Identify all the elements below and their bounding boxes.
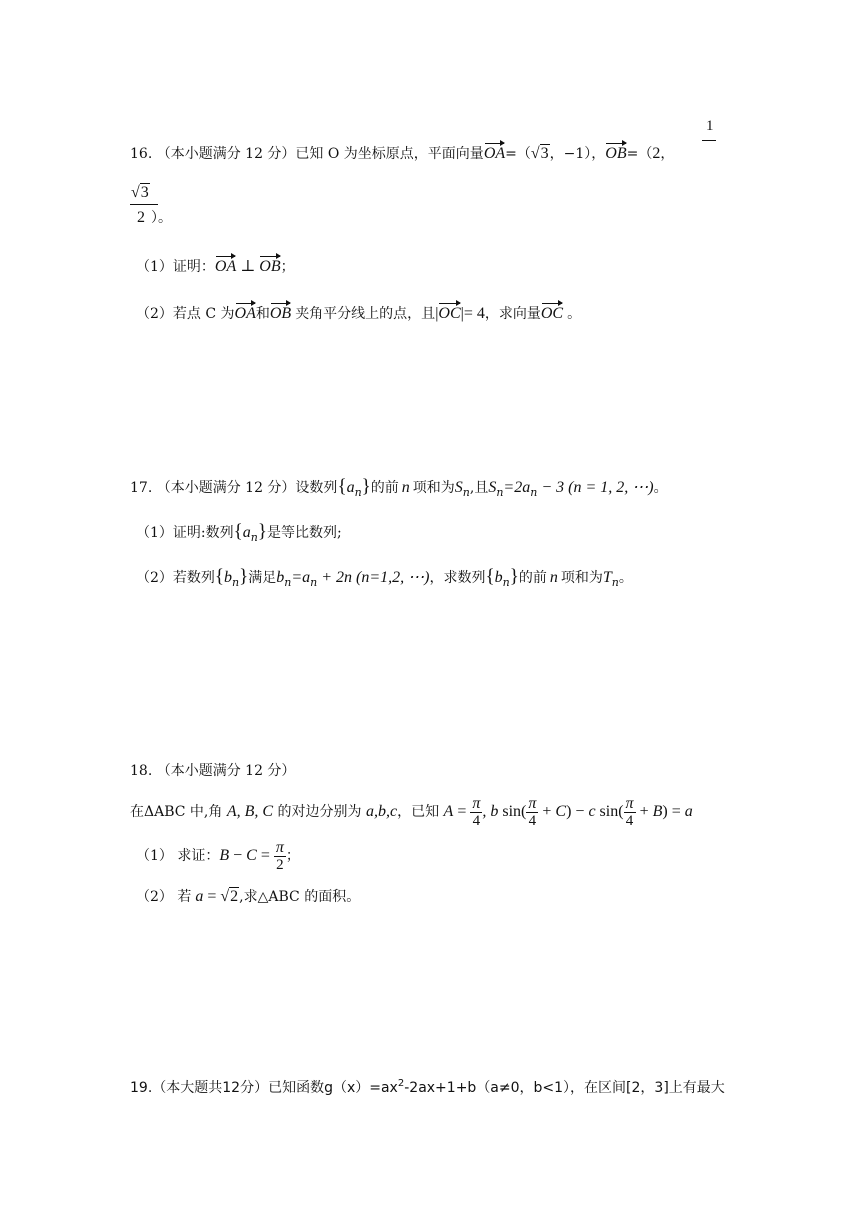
var-s: S <box>454 479 463 496</box>
q18-line1-c: ，已知 <box>397 804 444 820</box>
perp-symbol: ⊥ <box>240 258 256 275</box>
q16-part-2-mid: 夹角平分线上的点，且 <box>295 306 436 322</box>
q18-sides: a,b,c <box>365 803 398 820</box>
q17-period: 。 <box>653 480 668 496</box>
seq-a: a <box>346 479 355 496</box>
q16-part-2-end: ，求向量 <box>484 306 541 322</box>
q18-line1-a: 在ΔABC 中,角 <box>130 804 227 820</box>
q17-mid3: ,且 <box>469 480 489 496</box>
frac-pi-2: $\frac{\pi}{2}$ <box>275 838 284 873</box>
q17-line-1: 17. （本小题满分 12 分）设数列$\{a_n\}$的前 n 项和为$S_n$,且$S_n=2a_n - 3$ (n = 1, 2, ⋯)。 <box>130 476 668 499</box>
half-denominator: 2 <box>652 145 661 162</box>
q17-heading: 17. （本小题满分 12 分）设数列 <box>130 480 338 496</box>
q17-part-2-mid: 满足 <box>248 570 277 586</box>
q18-semicolon: ； <box>285 848 300 864</box>
q18-vars: A, B, C <box>226 803 274 820</box>
vector-oa: OA <box>215 255 236 277</box>
sqrt3-denominator: 2 <box>137 209 145 226</box>
q18-part-2-end: ,求△ABC 的面积。 <box>239 889 361 905</box>
q16-period: 。 <box>567 306 582 322</box>
q19-text-b: -2ax+1+b（a≠0，b<1），在区间[2，3]上有最大 <box>404 1080 725 1096</box>
q17-part-1: （1）证明:数列$\{a_n\}$是等比数列; <box>136 521 342 544</box>
vector-ob: OB <box>270 302 291 324</box>
q18-line1-b: 的对边分别为 <box>273 804 366 820</box>
q18-part-1-label: （1） 求证： <box>136 848 220 864</box>
q17-part-2-label: （2）若数列 <box>136 570 215 586</box>
q16-heading: 16. （本小题满分 12 分）已知 O 为坐标原点，平面向量 <box>130 146 484 162</box>
q16-part-2-label: （2）若点 C 为 <box>136 306 235 322</box>
q17-part-1-label: （1）证明:数列 <box>136 525 234 541</box>
q17-part-2-formula: + 2n (n=1,2, ⋯) <box>321 569 430 586</box>
frac-pi-4: $\frac{\pi}{4}$ <box>528 794 537 829</box>
q18-part-2: （2） 若 a = √2,求△ABC 的面积。 <box>136 888 361 905</box>
half-fraction-bar <box>702 140 716 141</box>
q16-oa-eq: =（ <box>505 146 531 162</box>
frac-pi-4: $\frac{\pi}{4}$ <box>625 794 634 829</box>
q17-part-2-mid2: ，求数列 <box>429 570 486 586</box>
q16-tail: ）。 <box>151 210 172 226</box>
vector-oa: OA <box>484 142 505 164</box>
vector-ob: OB <box>605 142 626 164</box>
sqrt3-fraction-bar <box>130 204 158 205</box>
vector-oc: OC <box>438 302 460 324</box>
q17-part-2-period: 。 <box>618 570 633 586</box>
q19-superscript: 2 <box>397 1078 405 1089</box>
var-n: n <box>401 479 410 496</box>
q19-text-a: 19.（本大题共12分）已知函数g（x）=ax <box>130 1080 398 1096</box>
q16-semicolon: ； <box>280 259 295 275</box>
q18-part-1: （1） 求证：B − C = $\frac{\pi}{2}$ ； <box>136 838 300 873</box>
q18-line-1: 在ΔABC 中,角 A, B, C 的对边分别为 a,b,c，已知 A = $\frac{\pi}{4}$ , b sin( $\frac{\pi}{4}$ + C) − c sin( $\frac{\pi}{4}$ + B) = a <box>130 794 693 829</box>
frac-pi-4: $\frac{\pi}{4}$ <box>472 794 481 829</box>
q16-oa-rest: ，−1）， <box>549 146 606 162</box>
var-s: S <box>488 479 497 496</box>
q16-line-1 <box>130 142 674 164</box>
sqrt3-b: √3 <box>131 184 149 201</box>
brace-right: } <box>361 476 371 497</box>
q17-part-2-end2: 项和为 <box>560 570 603 586</box>
vector-ob: OB <box>259 255 280 277</box>
q17-part-2: （2）若数列$\{b_n\}$满足$b_n=a_n + 2n$ (n=1,2, ⋯)，求数列$\{b_n\}$的前 n 项和为$T_n$。 <box>136 566 633 589</box>
q18-part-2-label: （2） 若 <box>136 889 192 905</box>
vector-oc: OC <box>541 302 563 324</box>
abs-bar-left: | <box>435 305 439 322</box>
q17-formula: =2a <box>503 479 531 496</box>
q19-line-1 <box>130 1074 725 1098</box>
q16-ob-eq: =（ <box>626 146 653 162</box>
q16-and: 和 <box>255 306 270 322</box>
q17-part-2-end: 的前 <box>518 570 547 586</box>
q16-line-2 <box>137 208 172 228</box>
q16-comma: ， <box>660 146 675 162</box>
q16-part-1 <box>136 255 295 277</box>
q18-heading: 18. （本小题满分 12 分） <box>130 763 296 779</box>
q17-formula-2: − 3 (n = 1, 2, ⋯) <box>541 479 654 496</box>
q16-part-1-label: （1）证明： <box>136 259 215 275</box>
half-numerator: 1 <box>706 118 714 134</box>
q16-part-2 <box>136 302 581 324</box>
brace-left: { <box>337 476 347 497</box>
sqrt2: √2 <box>220 888 239 905</box>
q16-abs-eq: |= 4 <box>460 305 485 322</box>
q17-mid2: 项和为 <box>412 480 455 496</box>
q17-part-1-end: 是等比数列; <box>266 525 342 541</box>
sqrt3-a: √3 <box>530 145 549 162</box>
q17-mid1: 的前 <box>370 480 399 496</box>
vector-oa: OA <box>235 302 256 324</box>
